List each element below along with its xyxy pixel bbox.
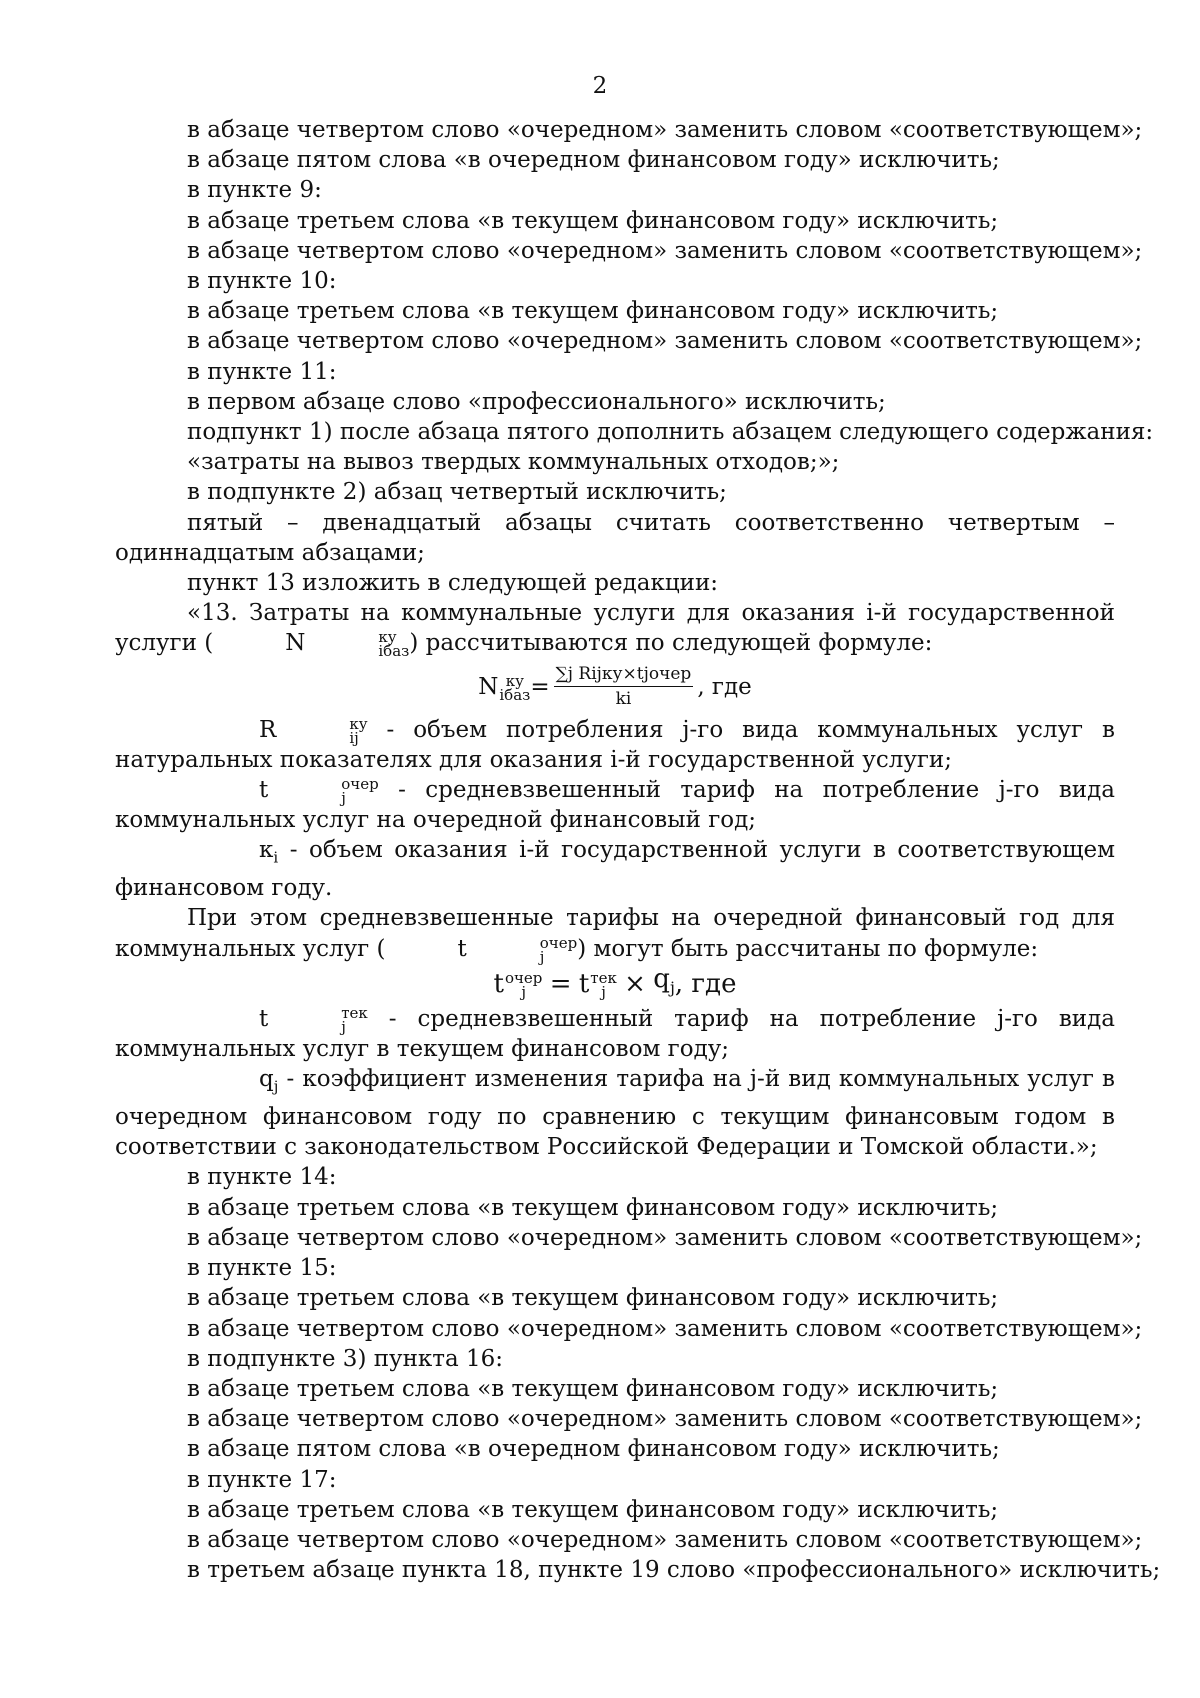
def-q-base: q xyxy=(259,1066,274,1093)
definition-t-tek xyxy=(115,1004,1115,1064)
tariffs-symbol-base: t xyxy=(457,935,467,962)
amendment-line: в абзаце третьем слова «в текущем финансовом году» исключить; xyxy=(187,1285,999,1312)
formula1-lhs-sub: iбаз xyxy=(499,685,531,704)
def-k-sub: i xyxy=(273,849,279,868)
def-ttek-base: t xyxy=(259,1005,269,1032)
amendment-line: в абзаце четвертом слово «очередном» заменить словом «соответствующем»; xyxy=(187,1224,1143,1251)
formula2-lhs-sub: j xyxy=(521,982,527,1001)
p13-symbol-sub: iбаз xyxy=(378,642,410,661)
amendment-line: в абзаце третьем слова «в текущем финансовом году» исключить; xyxy=(187,1496,999,1523)
definition-t-ocher xyxy=(115,775,1115,835)
amendment-line: в абзаце третьем слова «в текущем финансовом году» исключить; xyxy=(187,207,999,234)
definition-R xyxy=(115,715,1115,775)
amendment-list-b xyxy=(115,1162,1161,1585)
p13-symbol-base: N xyxy=(285,630,306,657)
tariffs-symbol xyxy=(386,934,578,964)
p13-text-before: «13. Затраты на коммунальные услуги для оказания i-й государственной услуги ( xyxy=(115,600,1115,657)
paragraph-tariffs xyxy=(115,903,1115,966)
formula2-q-base: q xyxy=(653,964,670,995)
formula1-lhs-sup: ку xyxy=(505,671,524,690)
formula1-numerator: ∑j Rijку×tjочер xyxy=(554,664,694,687)
amendment-line: в абзаце четвертом слово «очередном» заменить словом «соответствующем»; xyxy=(187,237,1143,264)
def-R-symbol xyxy=(187,715,368,745)
formula1-suffix: , где xyxy=(697,673,752,700)
amendment-line: в абзаце пятом слова «в очередном финансовом году» исключить; xyxy=(187,1436,1000,1463)
def-t-base: t xyxy=(259,777,269,804)
def-t-sub: j xyxy=(341,789,346,808)
tariffs-text-before: При этом средневзвешенные тарифы на очередной финансовый год для коммунальных услуг ( xyxy=(115,905,1115,962)
tariffs-symbol-sub: j xyxy=(539,947,545,966)
p13-text-after: ) рассчитываются по следующей формуле: xyxy=(409,630,933,657)
formula2-rhs-base: t xyxy=(578,968,590,999)
formula2-rhs-sup: тек xyxy=(590,968,617,987)
formula2-times: × xyxy=(624,968,646,999)
amendment-line: подпункт 1) после абзаца пятого дополнить абзацем следующего содержания: xyxy=(187,419,1154,446)
amendment-line: в пункте 11: xyxy=(187,358,337,385)
formula2-suffix: , где xyxy=(674,968,737,999)
page-number: 2 xyxy=(592,73,608,99)
def-q-sub: j xyxy=(273,1077,279,1096)
formula1-lhs xyxy=(478,672,530,702)
formula2-rhs xyxy=(579,969,617,999)
def-R-base: R xyxy=(259,716,277,743)
p13-symbol xyxy=(213,628,410,661)
formula2-lhs-base: t xyxy=(493,968,504,999)
formula1-lhs-base: N xyxy=(478,673,499,700)
formula2-lhs xyxy=(494,969,543,999)
formula2-rhs-sub: j xyxy=(601,982,606,1001)
def-R-text: - объем потребления j-го вида коммунальных услуг в натуральных показателях для оказания i-й государственной услуги; xyxy=(115,716,1116,773)
def-t-sup: очер xyxy=(341,775,379,794)
document-body xyxy=(115,115,1161,1585)
amendment-line: в абзаце третьем слова «в текущем финансовом году» исключить; xyxy=(187,1194,999,1221)
def-k-symbol xyxy=(187,835,278,873)
def-ttek-sub: j xyxy=(341,1017,346,1036)
amendment-line: «затраты на вывоз твердых коммунальных отходов;»; xyxy=(187,449,840,476)
amendment-line: в абзаце четвертом слово «очередном» заменить словом «соответствующем»; xyxy=(187,1406,1143,1433)
formula2-q xyxy=(653,964,675,1003)
amendment-line: в пункте 15: xyxy=(187,1255,337,1282)
def-q-text: - коэффициент изменения тарифа на j-й вид коммунальных услуг в очередном финансовом году по сравнению с текущим финансовым годом в соответствии с законодательством Российской Федерации и Томской области.»; xyxy=(115,1066,1115,1161)
def-ttek-sup: тек xyxy=(341,1003,368,1022)
formula2-lhs-sup: очер xyxy=(504,968,543,987)
formula1-denominator: ki xyxy=(615,689,632,710)
def-t-text: - средневзвешенный тариф на потребление j-го вида коммунальных услуг на очередной финансовый год; xyxy=(115,777,1116,834)
amendment-line: в абзаце четвертом слово «очередном» заменить словом «соответствующем»; xyxy=(187,117,1143,143)
amendment-line: в абзаце третьем слова «в текущем финансовом году» исключить; xyxy=(187,298,999,325)
formula1-equals: = xyxy=(530,673,550,700)
formula2-equals: = xyxy=(549,968,572,999)
def-R-sub: ij xyxy=(349,728,359,747)
p13-symbol-sup: ку xyxy=(378,628,397,647)
def-R-sup: ку xyxy=(349,714,368,733)
amendment-line: в абзаце пятом слова «в очередном финансовом году» исключить; xyxy=(187,147,1000,174)
amendment-line: в абзаце четвертом слово «очередном» заменить словом «соответствующем»; xyxy=(187,328,1143,355)
paragraph-renumbering: пятый – двенадцатый абзацы считать соответственно четвертым – одиннадцатым абзацами; xyxy=(115,509,1115,566)
def-q-symbol xyxy=(187,1064,278,1102)
def-k-text: - объем оказания i-й государственной услуги в соответствующем финансовом году. xyxy=(115,837,1115,902)
amendment-line: в абзаце четвертом слово «очередном» заменить словом «соответствующем»; xyxy=(187,1526,1143,1553)
amendment-line: в подпункте 2) абзац четвертый исключить; xyxy=(187,479,727,506)
paragraph-p13-intro: пункт 13 изложить в следующей редакции: xyxy=(187,570,719,597)
amendment-line: в пункте 10: xyxy=(187,268,337,295)
amendment-line: в абзаце третьем слова «в текущем финансовом году» исключить; xyxy=(187,1375,999,1402)
tariffs-symbol-sup: очер xyxy=(539,933,578,952)
definition-k xyxy=(115,835,1115,903)
amendment-list-a xyxy=(115,115,1154,508)
amendment-line: в пункте 14: xyxy=(187,1164,337,1191)
tariffs-text-after: ) могут быть рассчитаны по формуле: xyxy=(577,935,1039,962)
definition-q xyxy=(115,1064,1115,1162)
def-k-base: к xyxy=(259,837,274,864)
formula1-fraction xyxy=(554,664,694,709)
paragraph-p13-text xyxy=(115,598,1115,661)
formula2-q-sub: j xyxy=(669,978,675,998)
def-ttek-text: - средневзвешенный тариф на потребление j-го вида коммунальных услуг в текущем финансовом году; xyxy=(115,1005,1116,1063)
amendment-line: в пункте 17: xyxy=(187,1466,337,1493)
formula-cost xyxy=(115,659,1115,715)
amendment-line: в пункте 9: xyxy=(187,177,322,204)
def-t-symbol xyxy=(187,775,379,808)
formula-tariff xyxy=(115,964,1115,1004)
amendment-line: в первом абзаце слово «профессионального» исключить; xyxy=(187,388,886,415)
amendment-line: в третьем абзаце пункта 18, пункте 19 слово «профессионального» исключить; xyxy=(187,1557,1161,1584)
def-ttek-symbol xyxy=(187,1004,368,1034)
amendment-line: в абзаце четвертом слово «очередном» заменить словом «соответствующем»; xyxy=(187,1315,1143,1342)
amendment-line: в подпункте 3) пункта 16: xyxy=(187,1345,504,1372)
